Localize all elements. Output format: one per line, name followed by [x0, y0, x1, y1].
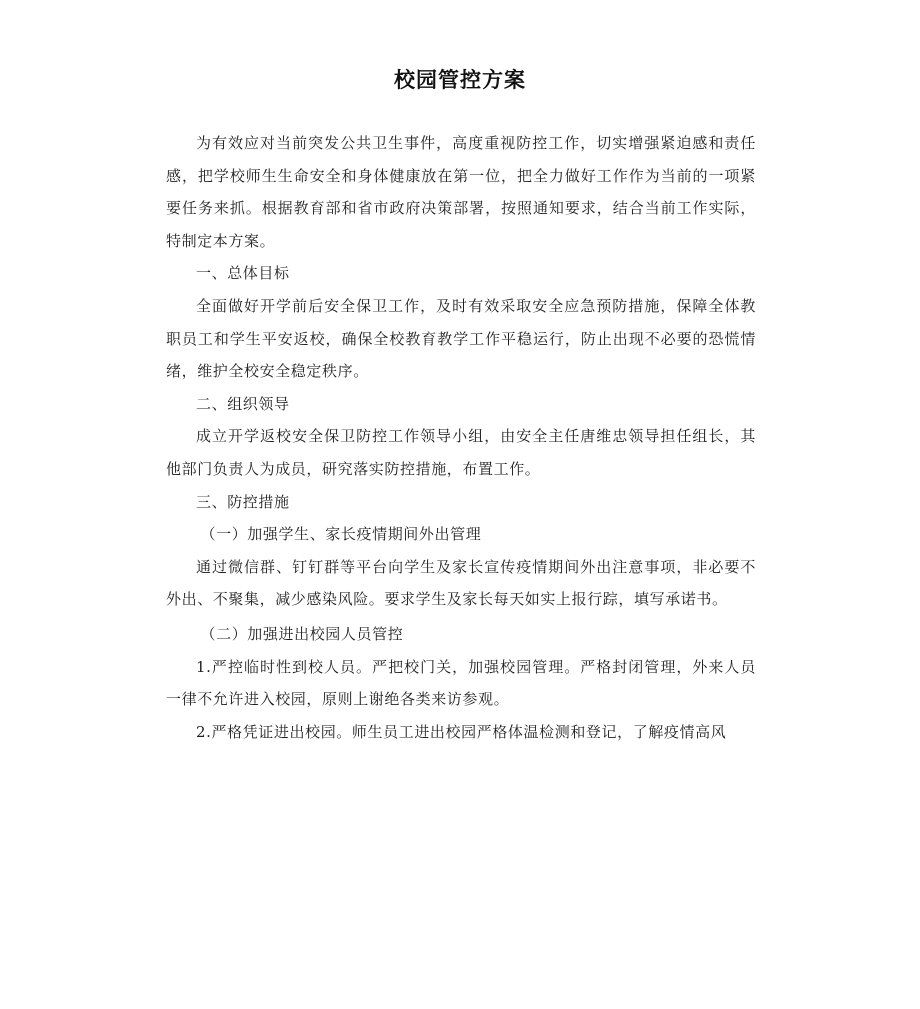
subsection-text-outing: 通过微信群、钉钉群等平台向学生及家长宣传疫情期间外出注意事项，非必要不外出、不聚集，减少感染风险。要求学生及家长每天如实上报行踪，填写承诺书。: [166, 557, 756, 609]
section-text-goals: 全面做好开学前后安全保卫工作，及时有效采取安全应急预防措施，保障全体教职员工和学生平安返校，确保全校教育教学工作平稳运行，防止出现不必要的恐慌情绪，维护全校安全稳定秩序。: [166, 296, 756, 381]
section-heading-measures: 三、防控措施: [196, 492, 290, 511]
document-body: [166, 127, 756, 748]
list-item-credentials: 2.严格凭证进出校园。师生员工进出校园严格体温检测和登记，了解疫情高风: [196, 722, 727, 741]
subsection-heading-outing: （一）加强学生、家长疫情期间外出管理: [200, 525, 482, 544]
intro-paragraph: 为有效应对当前突发公共卫生事件，高度重视防控工作，切实增强紧迫感和责任感，把学校师生生命安全和身体健康放在第一位，把全力做好工作作为当前的一项紧要任务来抓。根据教育部和省市政府决策部署，按照通知要求，结合当前工作实际，特制定本方案。: [166, 134, 756, 250]
document-title: 校园管控方案: [394, 68, 526, 92]
list-item-visitors: 1.严控临时性到校人员。严把校门关，加强校园管理。严格封闭管理，外来人员一律不允许进入校园，原则上谢绝各类来访参观。: [166, 657, 756, 709]
section-text-organization: 成立开学返校安全保卫防控工作领导小组，由安全主任唐维忠领导担任组长，其他部门负责人为成员，研究落实防控措施，布置工作。: [166, 427, 756, 478]
section-heading-goals: 一、总体目标: [196, 264, 290, 283]
subsection-heading-campus-access: （二）加强进出校园人员管控: [200, 624, 404, 643]
section-heading-organization: 二、组织领导: [196, 394, 290, 413]
